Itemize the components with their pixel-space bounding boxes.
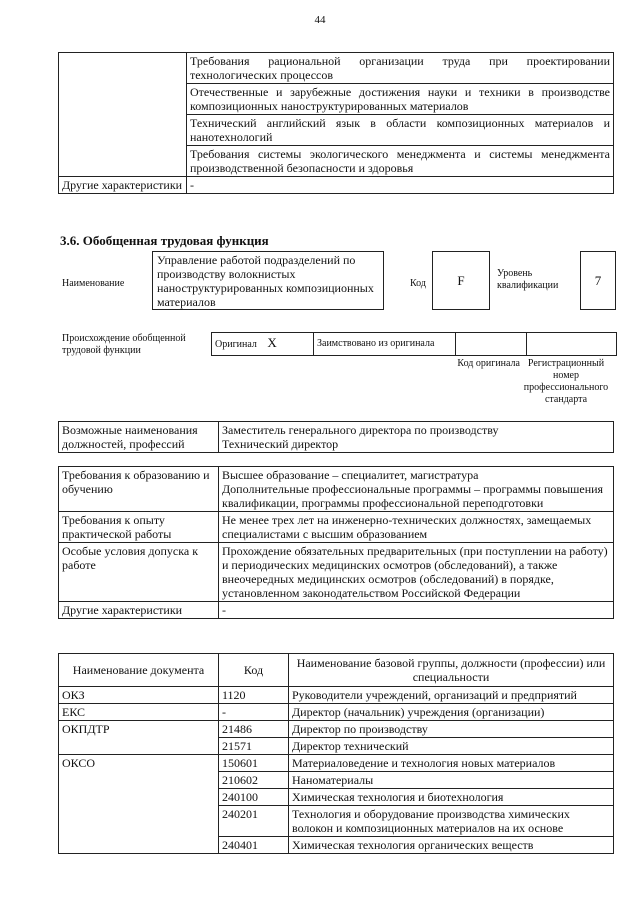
- code-cell: 1120: [219, 687, 289, 704]
- function-name-box: Управление работой подразделений по производству волокнистых наноструктурированных композиционных материалов: [152, 251, 384, 310]
- table-row: [59, 467, 614, 512]
- other-characteristics-label: Другие характеристики: [59, 177, 187, 194]
- table-row: [59, 53, 614, 84]
- table-row: [59, 755, 614, 772]
- experience-label: Требования к опыту практической работы: [59, 512, 219, 543]
- positions-table: [58, 421, 614, 453]
- education-value: [219, 467, 614, 512]
- name-cell: Директор (начальник) учреждения (организации): [289, 704, 614, 721]
- original-mark: X: [267, 335, 277, 350]
- registration-number-cell: [527, 333, 617, 356]
- code-cell: -: [219, 704, 289, 721]
- experience-value: Не менее трех лет на инженерно-технических должностях, замещаемых специалистами с высшим образованием: [219, 512, 614, 543]
- table-row: [59, 512, 614, 543]
- code-cell: 150601: [219, 755, 289, 772]
- education-label: Требования к образованию и обучению: [59, 467, 219, 512]
- name-cell: Технология и оборудование производства химических волокон и композиционных материалов на их основе: [289, 806, 614, 837]
- empty-label-cell: [59, 53, 187, 177]
- code-cell: 240201: [219, 806, 289, 837]
- borrowed-label: Заимствовано из оригинала: [314, 333, 456, 356]
- name-cell: Химическая технология и биотехнология: [289, 789, 614, 806]
- original-cell: [212, 333, 314, 356]
- table-row: [59, 721, 614, 738]
- other-characteristics-value: -: [187, 177, 614, 194]
- qualification-level-box: 7: [580, 251, 616, 310]
- original-label: Оригинал: [215, 339, 257, 350]
- table-row: [59, 543, 614, 602]
- code-label: Код: [410, 278, 426, 289]
- positions-values: [219, 422, 614, 453]
- education-line: Высшее образование – специалитет, магистратура: [222, 468, 479, 482]
- name-cell: Наноматериалы: [289, 772, 614, 789]
- registration-number-caption: Регистрационный номер профессионального стандарта: [523, 358, 609, 405]
- header-document: Наименование документа: [59, 654, 219, 687]
- origin-table: [211, 332, 617, 356]
- admission-label: Особые условия допуска к работе: [59, 543, 219, 602]
- education-line: Дополнительные профессиональные программы – программы повышения квалификации, программы профессиональной переподготовки: [222, 482, 604, 510]
- knowledge-item: Отечественные и зарубежные достижения науки и техники в производстве композиционных наноструктурированных материалов: [187, 84, 614, 115]
- name-cell: Материаловедение и технология новых материалов: [289, 755, 614, 772]
- code-cell: 21571: [219, 738, 289, 755]
- code-cell: 210602: [219, 772, 289, 789]
- table-row: [59, 602, 614, 619]
- doc-eks: ЕКС: [59, 704, 219, 721]
- level-label: Уровень квалификации: [497, 268, 559, 291]
- requirements-table: [58, 466, 614, 619]
- classifiers-table: [58, 653, 614, 854]
- knowledge-item: Технический английский язык в области композиционных материалов и нанотехнологий: [187, 115, 614, 146]
- page-number: 44: [314, 14, 326, 26]
- doc-okz: ОКЗ: [59, 687, 219, 704]
- origin-label: Происхождение обобщенной трудовой функции: [62, 333, 186, 356]
- name-label: Наименование: [62, 278, 125, 289]
- name-cell: Химическая технология органических веществ: [289, 837, 614, 854]
- other-label: Другие характеристики: [59, 602, 219, 619]
- position-item: Заместитель генерального директора по производству: [222, 423, 499, 437]
- table-row: [59, 704, 614, 721]
- admission-value: Прохождение обязательных предварительных (при поступлении на работу) и периодических медицинских осмотров (обследований), а также внеочередных медицинских осмотров (обследований) в порядке, установленном законодательством Российской Федерации: [219, 543, 614, 602]
- header-code: Код: [219, 654, 289, 687]
- function-code-box: F: [432, 251, 490, 310]
- name-cell: Директор технический: [289, 738, 614, 755]
- table-row: [59, 177, 614, 194]
- original-code-cell: [456, 333, 527, 356]
- code-cell: 240401: [219, 837, 289, 854]
- table-row: [212, 333, 617, 356]
- table-header-row: [59, 654, 614, 687]
- doc-okso: ОКСО: [59, 755, 219, 854]
- knowledge-item: Требования рациональной организации труда при проектировании технологических процессов: [187, 53, 614, 84]
- positions-label: Возможные наименования должностей, профессий: [59, 422, 219, 453]
- table-row: [59, 422, 614, 453]
- position-item: Технический директор: [222, 437, 339, 451]
- knowledge-table: [58, 52, 614, 194]
- doc-okpdtr: ОКПДТР: [59, 721, 219, 755]
- table-row: [59, 687, 614, 704]
- section-title: 3.6. Обобщенная трудовая функция: [60, 233, 269, 248]
- code-cell: 240100: [219, 789, 289, 806]
- other-value: -: [219, 602, 614, 619]
- original-code-caption: Код оригинала: [457, 358, 520, 369]
- header-name: Наименование базовой группы, должности (профессии) или специальности: [289, 654, 614, 687]
- name-cell: Директор по производству: [289, 721, 614, 738]
- code-cell: 21486: [219, 721, 289, 738]
- knowledge-item: Требования системы экологического менеджмента и системы менеджмента производственной безопасности и здоровья: [187, 146, 614, 177]
- name-cell: Руководители учреждений, организаций и предприятий: [289, 687, 614, 704]
